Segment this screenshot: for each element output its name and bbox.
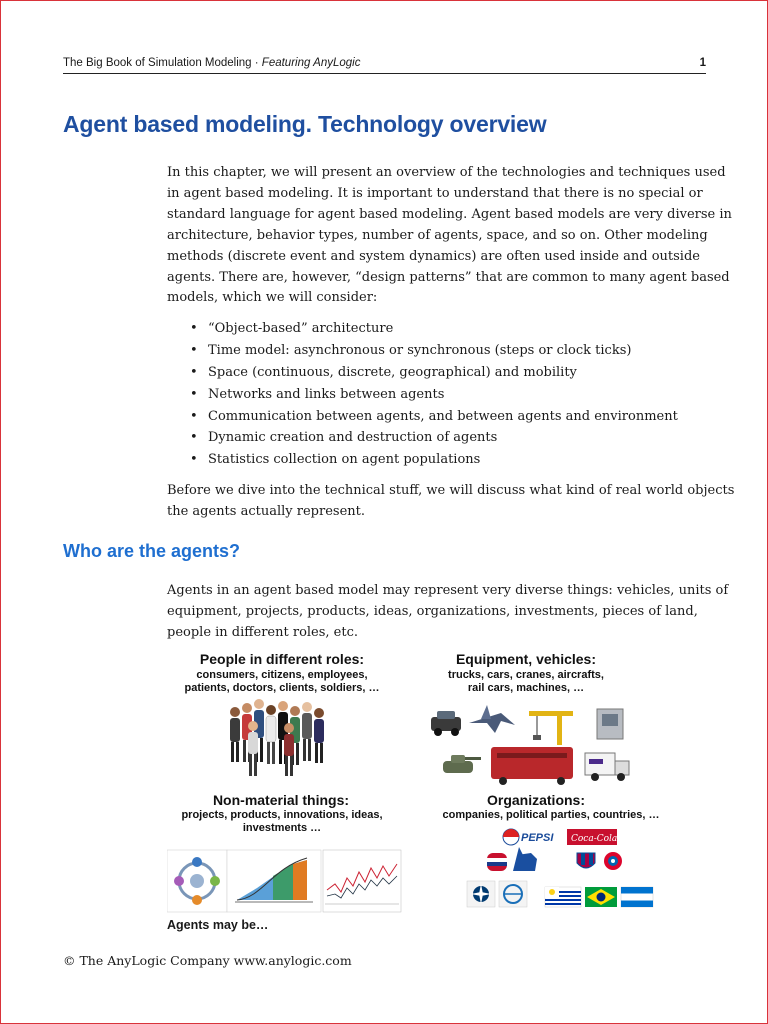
bayern-logo bbox=[604, 852, 622, 870]
fighter-aircraft bbox=[469, 705, 515, 733]
list-item: • “Object-based” architecture bbox=[167, 318, 707, 340]
tank bbox=[443, 755, 481, 773]
transition-paragraph bbox=[167, 481, 735, 523]
people-group-image bbox=[225, 698, 329, 782]
agents-line: equipment, projects, products, ideas, organizations, investments, pieces of land, bbox=[167, 603, 698, 619]
running-header bbox=[63, 57, 706, 74]
design-patterns-list bbox=[167, 318, 707, 471]
intro-line: In this chapter, we will present an overview of the technologies and techniques used bbox=[167, 165, 726, 180]
header-book-title: The Big Book of Simulation Modeling · Featuring AnyLogic bbox=[63, 57, 361, 69]
agents-line: people in different roles, etc. bbox=[167, 624, 359, 640]
vehicles-collage-image bbox=[429, 701, 639, 789]
republican-elephant-logo bbox=[487, 853, 507, 871]
organizations-panel-description: companies, political parties, countries, … bbox=[442, 809, 660, 821]
transition-line: the agents actually represent. bbox=[167, 503, 365, 519]
svg-text:PEPSI: PEPSI bbox=[521, 832, 554, 844]
opec-logo bbox=[499, 881, 527, 907]
crane bbox=[529, 711, 573, 745]
people-panel-title: People in different roles: bbox=[199, 651, 365, 667]
list-item: • Space (continuous, discrete, geographical) and mobility bbox=[167, 362, 707, 384]
intro-line: in agent based modeling. It is important to understand that there is no special or bbox=[167, 185, 703, 201]
agents-paragraph bbox=[167, 581, 729, 644]
delivery-truck bbox=[585, 753, 629, 781]
agents-line: Agents in an agent based model may represent very diverse things: vehicles, units of bbox=[167, 583, 729, 598]
person-figures bbox=[230, 699, 324, 776]
honduras-flag bbox=[621, 887, 653, 907]
stock-chart bbox=[323, 850, 401, 912]
intro-line: methods (discrete event and system dynamics) are often used inside and outside bbox=[167, 248, 700, 264]
page-footer: © The AnyLogic Company www.anylogic.com bbox=[63, 953, 352, 968]
nato-logo bbox=[467, 881, 495, 907]
chapter-title: Agent based modeling. Technology overview bbox=[63, 111, 547, 137]
intro-line: architecture, behavior types, number of agents, space, and so on. Other modeling bbox=[167, 227, 708, 243]
transition-line: Before we dive into the technical stuff, we will discuss what kind of real world objects bbox=[167, 483, 735, 498]
intro-line: agents. There are, however, “design patterns” that are common to many agent based bbox=[167, 269, 730, 285]
section-title: Who are the agents? bbox=[63, 541, 241, 561]
intro-line: standard language for agent based modeling. Agent based models are very diverse in bbox=[167, 206, 732, 222]
democrat-donkey-logo bbox=[513, 847, 537, 871]
cycle-diagram bbox=[167, 850, 227, 912]
organizations-panel-title: Organizations: bbox=[486, 792, 585, 808]
list-item: • Time model: asynchronous or synchronous (steps or clock ticks) bbox=[167, 340, 707, 362]
nonmaterial-collage-image bbox=[167, 848, 403, 914]
rail-car bbox=[491, 747, 573, 785]
suv-car bbox=[431, 711, 461, 736]
equipment-panel-description: trucks, cars, cranes, aircrafts, rail cars, machines, … bbox=[448, 669, 604, 694]
page-number: 1 bbox=[699, 57, 706, 69]
nonmaterial-panel-title: Non-material things: bbox=[212, 792, 350, 808]
svg-text:Coca-Cola: Coca-Cola bbox=[571, 834, 618, 844]
nonmaterial-panel-description: projects, products, innovations, ideas, investments … bbox=[181, 809, 383, 834]
adoption-curve-chart bbox=[227, 850, 321, 912]
figure-caption: Agents may be… bbox=[167, 918, 269, 932]
list-item: • Dynamic creation and destruction of agents bbox=[167, 427, 707, 449]
header-book-subtitle: Featuring AnyLogic bbox=[261, 57, 361, 69]
intro-paragraph bbox=[167, 163, 732, 309]
list-item: • Statistics collection on agent populations bbox=[167, 449, 707, 471]
intro-line: models, which we will consider: bbox=[167, 290, 378, 306]
uruguay-flag bbox=[545, 887, 581, 907]
coca-cola-logo bbox=[567, 829, 617, 845]
pepsi-logo bbox=[503, 829, 554, 845]
equipment-panel-title: Equipment, vehicles: bbox=[455, 651, 597, 667]
list-item: • Networks and links between agents bbox=[167, 384, 707, 406]
people-panel-description: consumers, citizens, employees, patients, doctors, clients, soldiers, … bbox=[184, 669, 380, 694]
machine bbox=[597, 709, 623, 739]
fc-barcelona-logo bbox=[577, 853, 595, 868]
brazil-flag bbox=[585, 887, 617, 907]
organizations-logos-image bbox=[465, 827, 655, 911]
list-item: • Communication between agents, and between agents and environment bbox=[167, 406, 707, 428]
